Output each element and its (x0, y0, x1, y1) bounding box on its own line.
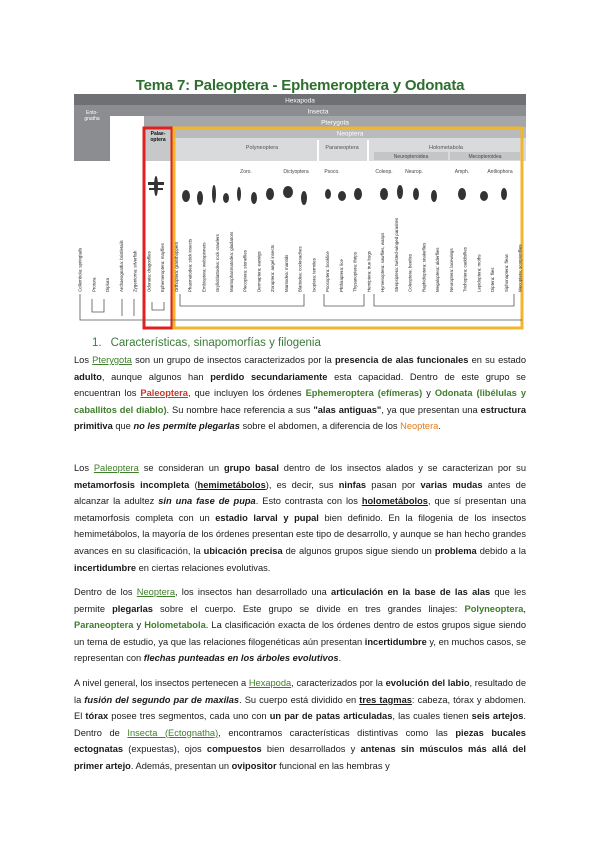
pterygota-label: Pterygota (321, 119, 349, 127)
hexapoda-link[interactable]: Hexapoda (248, 678, 292, 688)
entognatha-label: Ento- (86, 110, 98, 116)
taxon-label: Lepidoptera: moths (476, 254, 482, 292)
taxon-label: Megaloptera: alderflies (435, 247, 440, 292)
insect-silhouette (212, 185, 216, 203)
insect-silhouette (397, 185, 403, 199)
insecta-label: Insecta (307, 108, 329, 116)
taxon-label: Collembola: springtails (77, 247, 83, 292)
taxon-label: Hemiptera: true bugs (366, 251, 372, 292)
neoptera-label: Neoptera (336, 130, 364, 138)
palaeoptera-label: Palae- (150, 131, 166, 137)
mecopteroidea-label: Mecopteroidea (468, 154, 502, 160)
amphiesmenoptera-label: Amph. (454, 169, 470, 175)
taxon-label: Thysanoptera: thrips (352, 251, 358, 292)
insecta-link[interactable]: Insecta (Ectognatha) (127, 727, 219, 738)
taxon-label: Grylloblattodea: rock crawlers (215, 234, 220, 292)
paragraph-4: A nivel general, los insectos pertenecen a Hexapoda, caracterizados por la evolución del labio, resultado de la fusión del segundo par de maxilas. Su cuerpo está dividido en tres tagmas: cabeza, tórax y abdomen. El tórax posee tres segmentos, cada uno con un par de patas articuladas, las cuales tienen seis artejos. Dentro de Insecta (Ectognatha), encontramos características distintivas como las piezas bucales ectognatas (expuestas), ojos compuestos bien desarrollados y antenas sin músculos más allá del primer artejo. Además, presentan un ovipositor funcional en las hembras y (74, 678, 527, 771)
hexapoda-label: Hexapoda (285, 97, 315, 105)
section-title: Características, sinapomorfías y filogenia (110, 337, 321, 349)
taxon-label: Mantophasmatodea: gladiators (228, 231, 234, 292)
taxon-label: Orthoptera: grasshoppers (173, 241, 179, 292)
insect-silhouette (237, 187, 241, 201)
paraneoptera-label: Paraneoptera (325, 145, 359, 151)
insect-silhouette (458, 188, 466, 200)
insect-silhouette (501, 188, 507, 200)
taxon-label: Phasmatodea: stick insects (187, 238, 193, 292)
insect-silhouette (301, 191, 307, 205)
paragraph-2: Los Paleoptera se consideran un grupo basal dentro de los insectos alados y se caracterizan por su metamorfosis incompleta (hemimetábolos), es decir, sus ninfas pasan por varias mudas antes de alcanzar la adultez sin una fase de pupa. Esto contrasta con los holometábolos, que sí presentan una metamorfosis completa con un estadio larval y pupal bien definido. En la filogenia de los insectos hemimetábolos, la mayoría de los órdenes presentan este tipo de desarrollo, y aunque se han hecho grandes avances en su clasificación, la ubicación precisa de algunos grupos sigue siendo un problema debido a la incertidumbre en ciertas relaciones evolutivas. (74, 463, 527, 573)
coleoptera-label: Coleop. (375, 169, 393, 175)
insect-silhouette (380, 188, 388, 200)
taxon-label: Ephemeroptera: mayflies (160, 243, 165, 292)
taxon-label: Psocoptera: booklice (325, 251, 330, 292)
neuropteroidea-label: Neuropteroidea (393, 154, 429, 160)
taxon-label: Blattodea: cockroaches (297, 246, 303, 292)
paleoptera-link-2[interactable]: Paleoptera (93, 463, 139, 473)
taxon-label: Plecoptera: stoneflies (242, 250, 248, 292)
taxon-label: Odonata: dragonflies (146, 251, 152, 292)
phylogeny-figure (74, 94, 526, 330)
insect-silhouette (431, 190, 437, 202)
psocodea-label: Psoco. (324, 169, 340, 175)
dictyoptera-label: Dictyoptera (283, 169, 309, 175)
insect-silhouette (197, 191, 203, 205)
paragraph-3: Dentro de los Neoptera, los insectos han desarrollado una articulación en la base de las alas que les permite plegarlas sobre el cuerpo. Este grupo se divide en tres grandes linajes: Polyneoptera, Paraneoptera y Holometabola. La clasificación exacta de los órdenes dentro de estos grupos sigue siendo un tema de estudio, ya que las relaciones filogenéticas aún presentan incertidumbre y, en muchos casos, se representan con flechas punteadas en los árboles evolutivos. (74, 587, 526, 664)
taxon-label: Protura (91, 277, 97, 292)
taxon-label: Diplura (105, 278, 110, 292)
taxon-label: Embioptera: webspinners (201, 242, 207, 292)
insect-silhouette (413, 188, 419, 200)
insect-silhouette (266, 188, 274, 200)
taxon-label: Zoraptera: angel insects (270, 244, 275, 292)
neuroptera-label: Neurop. (405, 169, 423, 175)
taxon-label: Zygentoma: silverfish (132, 250, 138, 292)
taxon-label: Strepsiptera: twisted-winged parasites (393, 217, 399, 292)
taxon-label: Siphonaptera: fleas (503, 254, 509, 292)
svg-text:optera: optera (150, 137, 166, 143)
taxon-label: Isoptera: termites (311, 258, 317, 292)
taxon-label: Raphidioptera: snakeflies (421, 242, 427, 292)
taxon-label: Phthiraptera: lice (338, 259, 344, 292)
taxon-label: Dermaptera: earwigs (256, 251, 262, 292)
insect-silhouette (154, 176, 158, 196)
insect-silhouette (182, 190, 190, 202)
taxon-label: Hymenoptera: sawflies, wasps (380, 232, 385, 292)
pterygota-link[interactable]: Pterygota (92, 355, 132, 365)
holometabola-label: Holometabola (429, 145, 463, 151)
insect-silhouette (283, 186, 293, 198)
taxon-label: Neuroptera: lacewings (448, 248, 454, 292)
insect-silhouette (480, 191, 488, 201)
taxon-label: Mecoptera: scorpionflies (517, 244, 523, 292)
paragraph-1: Los Pterygota son un grupo de insectos caracterizados por la presencia de alas funcionales en su estado adulto, aunque algunos han perdido secundariamente esta capacidad. Dentro de este grupo se encuentran los Paleoptera, que incluyen los órdenes Ephemeroptera (efímeras) y Odonata (libélulas y caballitos del diablo). Su nombre hace referencia a sus "alas antiguas", ya que presentan una estructura primitiva que no les permite plegarlas sobre el abdomen, a diferencia de los Neoptera. (74, 355, 526, 432)
zoraptera-label: Zoro. (240, 169, 252, 175)
insect-silhouette (338, 191, 346, 201)
section-heading (92, 337, 321, 349)
insect-silhouette (354, 188, 362, 200)
taxon-label: Coleoptera: beetles (407, 253, 413, 292)
neoptera-link[interactable]: Neoptera (400, 421, 439, 432)
section-number: 1. (92, 337, 102, 349)
insect-silhouette (251, 192, 257, 204)
paleoptera-link[interactable]: Paleoptera (140, 388, 188, 399)
taxon-label: Archaeognatha: bristletails (118, 240, 124, 292)
antliophora-label: Antliophora (487, 169, 513, 175)
tree-branches (80, 294, 522, 320)
page-title: Tema 7: Paleoptera - Ephemeroptera y Odonata (135, 77, 465, 94)
insect-silhouette (223, 193, 229, 203)
insect-silhouette (325, 189, 331, 199)
svg-text:gnatha: gnatha (84, 116, 100, 122)
neoptera-link-2[interactable]: Neoptera (136, 587, 176, 597)
taxon-label: Mantodea: mantids (283, 254, 289, 292)
taxon-label: Diptera: flies (490, 267, 495, 292)
taxon-label: Trichoptera: caddisflies (462, 247, 468, 292)
polyneoptera-label: Polyneoptera (245, 145, 279, 151)
